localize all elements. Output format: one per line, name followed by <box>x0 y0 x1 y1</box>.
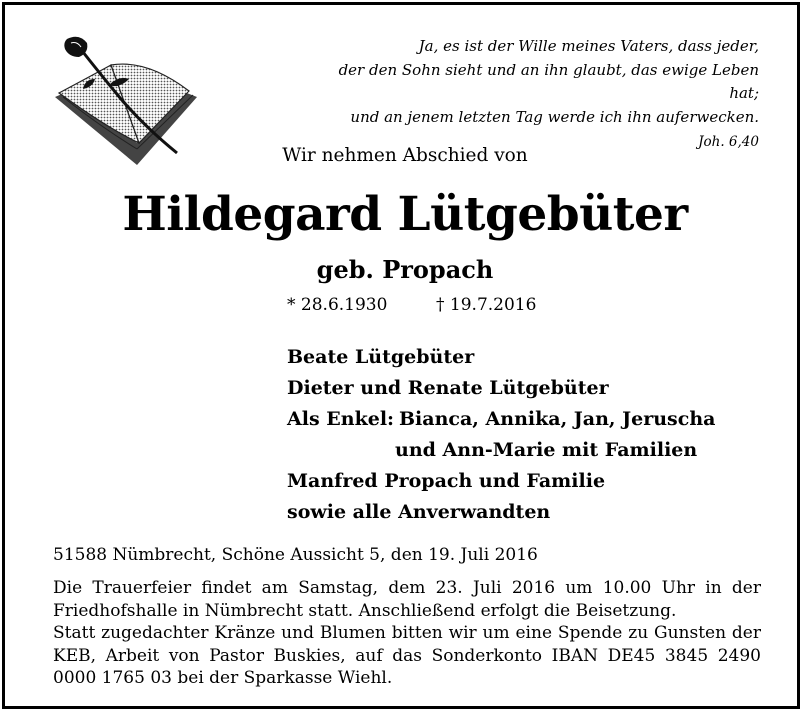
mourner-line: Beate Lütgebüter <box>287 346 475 368</box>
funeral-info: Die Trauerfeier findet am Samstag, dem 23. Juli 2016 um 10.00 Uhr in der Friedhofshalle in Nümbrecht statt. Anschließend erfolgt die Beisetzung. <box>53 578 761 621</box>
mourner-line: sowie alle Anverwandten <box>287 501 551 523</box>
mourners-list <box>287 342 715 528</box>
intro-text: Wir nehmen Abschied von <box>282 145 528 166</box>
grandchildren-row <box>287 404 715 435</box>
verse-line: der den Sohn sieht und an ihn glaubt, das ewige Leben hat; <box>338 60 759 102</box>
obituary-notice <box>2 2 800 709</box>
verse-line: und an jenem letzten Tag werde ich ihn auferwecken. <box>350 107 759 126</box>
death-date: † 19.7.2016 <box>436 295 537 315</box>
donation-info: Statt zugedachter Kränze und Blumen bitten wir um eine Spende zu Gunsten der KEB, Arbeit von Pastor Buskies, auf das Sonderkonto IBAN DE45 3845 2490 0000 1765 03 bei der Sparkasse Wiehl. <box>53 623 761 688</box>
verse-line: Ja, es ist der Wille meines Vaters, dass jeder, <box>418 37 759 55</box>
birth-date: * 28.6.1930 <box>287 295 388 315</box>
maiden-name: geb. Propach <box>316 255 494 284</box>
grandchildren-names: Bianca, Annika, Jan, Jeruscha <box>399 408 716 430</box>
verse-reference: Joh. 6,40 <box>698 134 759 150</box>
deceased-name: Hildegard Lütgebüter <box>122 187 688 242</box>
mourner-line: Dieter und Renate Lütgebüter <box>287 377 609 399</box>
bible-verse <box>329 35 759 155</box>
funeral-notice <box>53 577 761 690</box>
grandchildren-label: Als Enkel: <box>287 408 395 430</box>
mourner-line: Manfred Propach und Familie <box>287 470 606 492</box>
grandchildren-names-cont: und Ann-Marie mit Familien <box>395 439 698 461</box>
address-date-line: 51588 Nümbrecht, Schöne Aussicht 5, den 19. Juli 2016 <box>53 545 538 565</box>
